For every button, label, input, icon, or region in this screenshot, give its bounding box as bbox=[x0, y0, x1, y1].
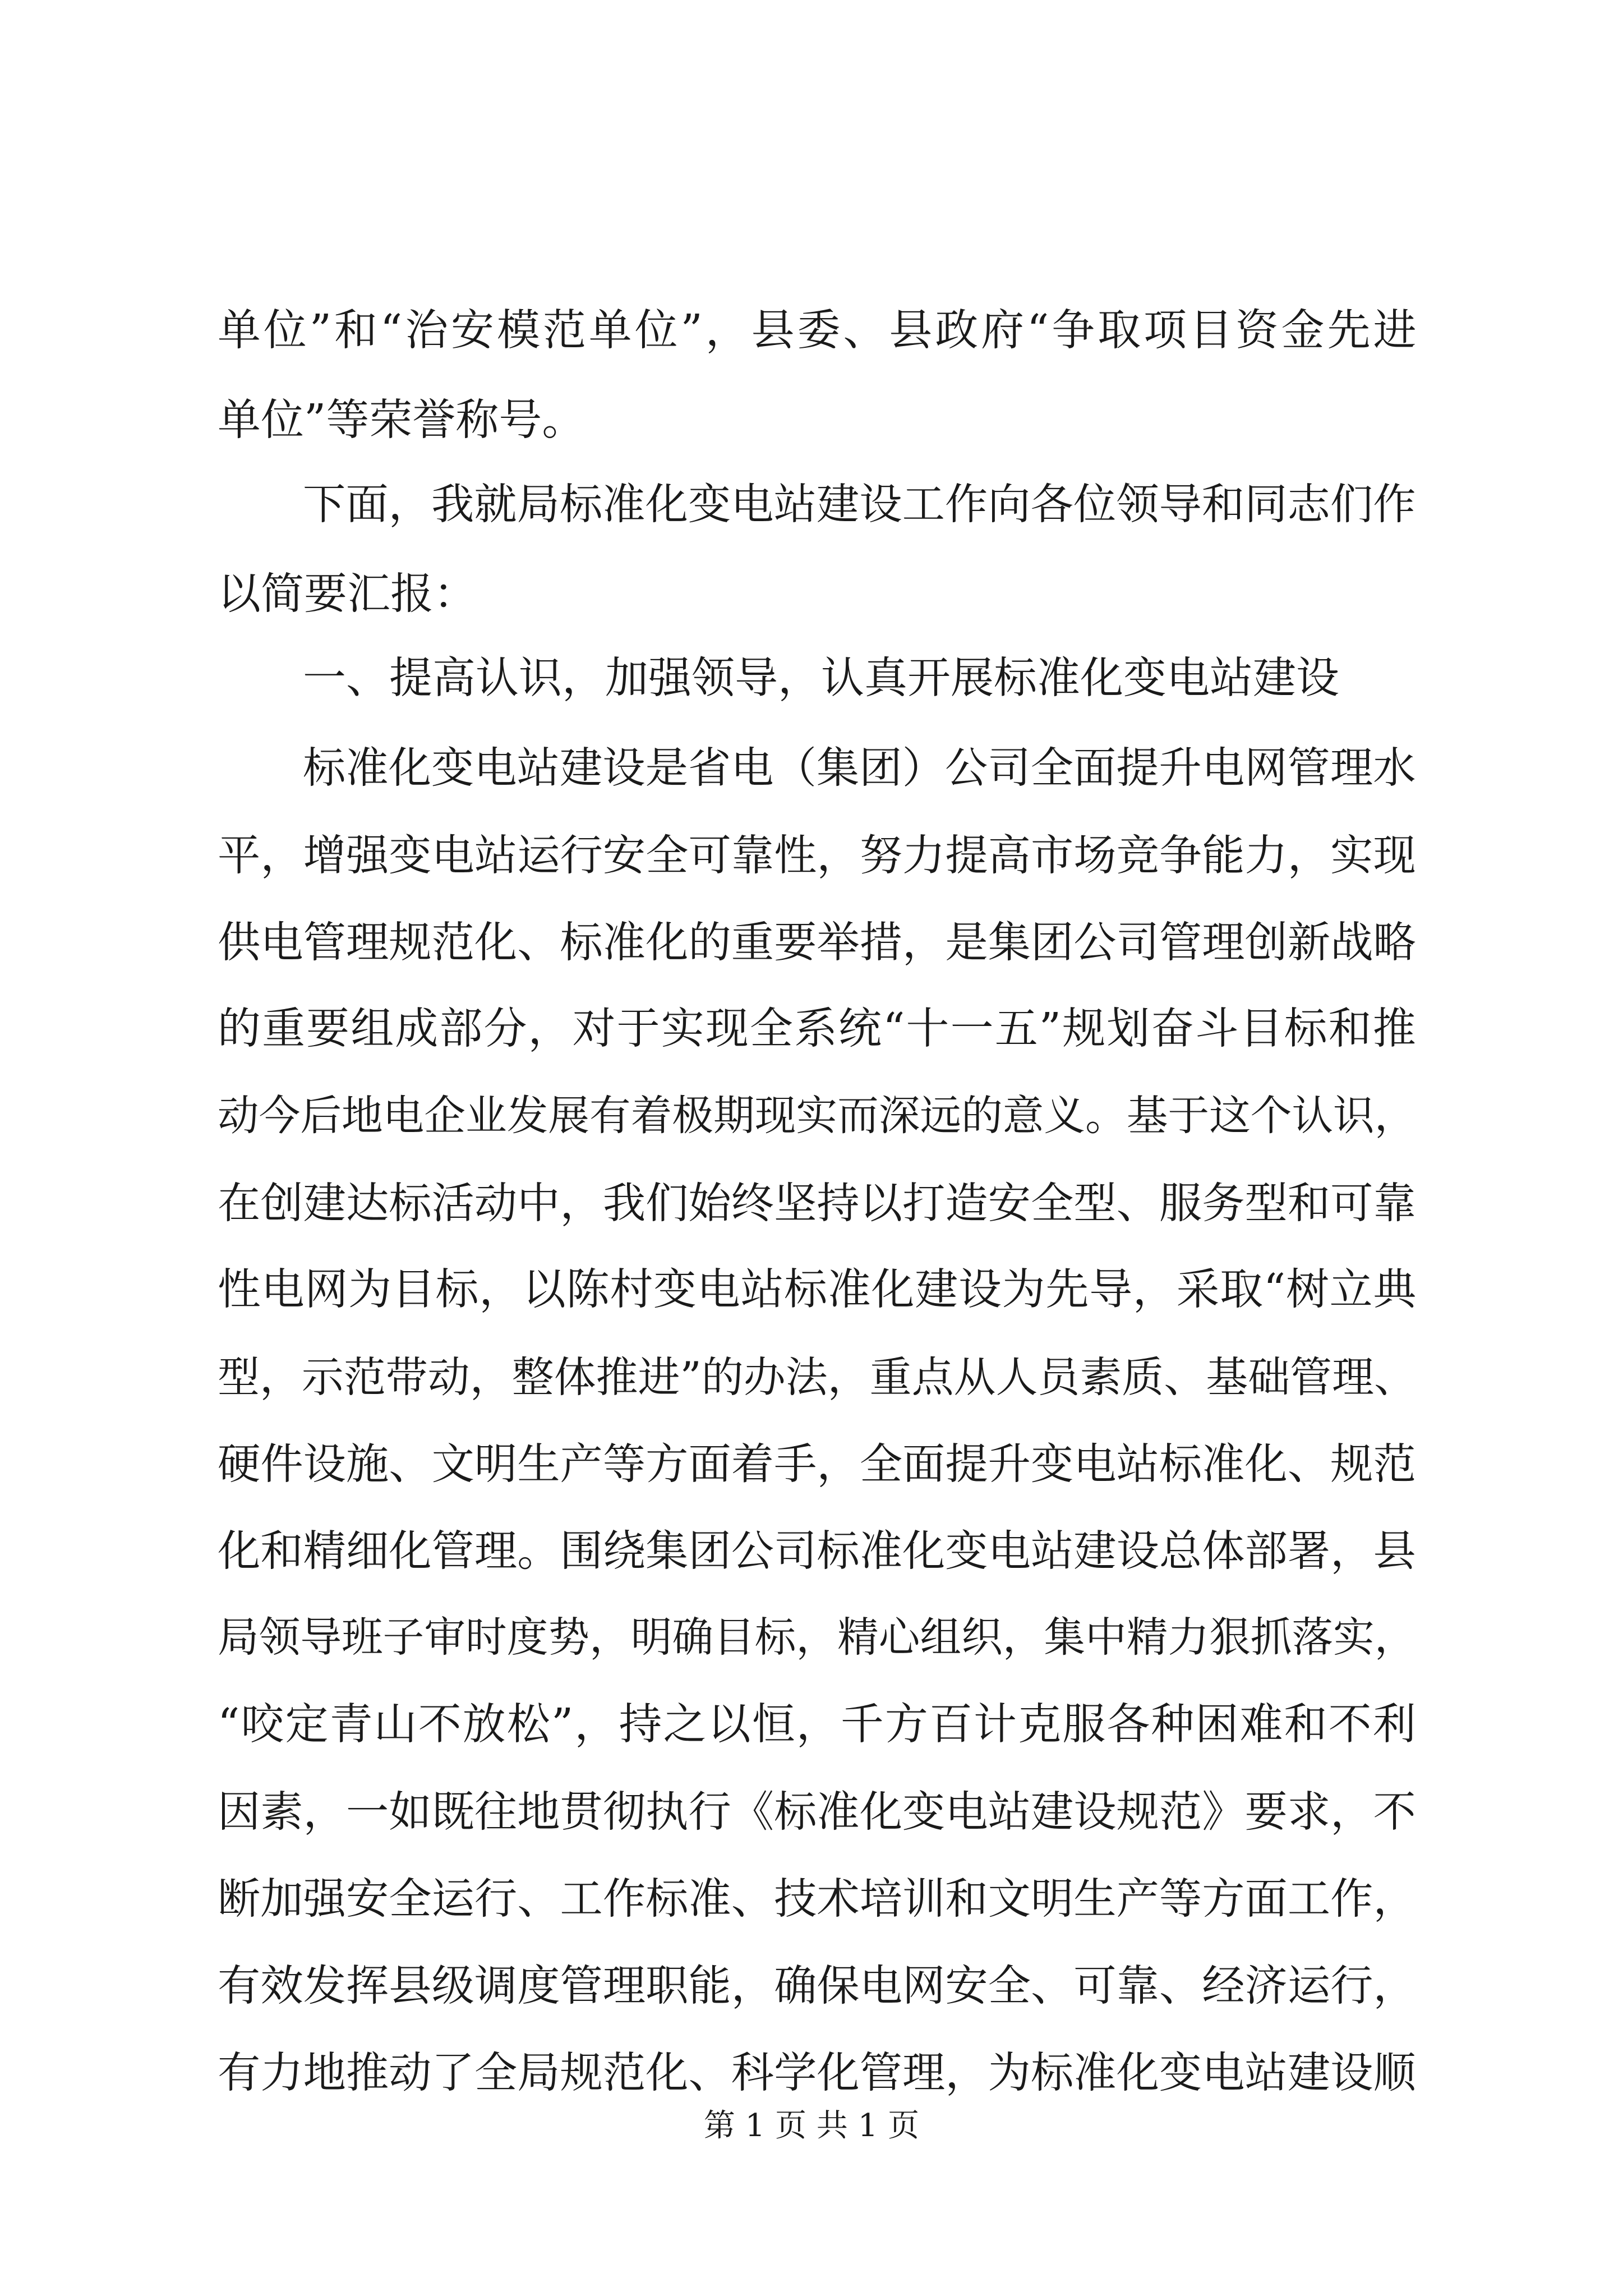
body-text-line: 断加强安全运行、工作标准、技术培训和文明生产等方面工作， bbox=[218, 1874, 1416, 1924]
body-text-line: 以简要汇报： bbox=[218, 569, 477, 619]
body-text-line: 的重要组成部分，对于实现全系统“十一五”规划奋斗目标和推 bbox=[218, 1004, 1417, 1054]
body-text-line: 在创建达标活动中，我们始终坚持以打造安全型、服务型和可靠 bbox=[218, 1178, 1416, 1228]
body-text-line: 平，增强变电站运行安全可靠性，努力提高市场竞争能力，实现 bbox=[218, 830, 1416, 880]
body-text-line: 性电网为目标，以陈村变电站标准化建设为先导，采取“树立典 bbox=[218, 1265, 1417, 1315]
body-text-line: 动今后地电企业发展有着极期现实而深远的意义。基于这个认识， bbox=[218, 1092, 1416, 1140]
body-text-line: 硬件设施、文明生产等方面着手，全面提升变电站标准化、规范 bbox=[218, 1439, 1416, 1489]
body-text-line: 化和精细化管理。围绕集团公司标准化变电站建设总体部署，县 bbox=[218, 1526, 1416, 1576]
body-text-line: 下面，我就局标准化变电站建设工作向各位领导和同志们作 bbox=[303, 480, 1416, 530]
body-text-line: “咬定青山不放松”，持之以恒，千方百计克服各种困难和不利 bbox=[218, 1700, 1417, 1750]
body-text-line: 因素，一如既往地贯彻执行《标准化变电站建设规范》要求，不 bbox=[218, 1787, 1416, 1837]
body-text-line: 供电管理规范化、标准化的重要举措，是集团公司管理创新战略 bbox=[218, 917, 1416, 967]
body-text-line: 型，示范带动，整体推进”的办法，重点从人员素质、基础管理、 bbox=[218, 1352, 1417, 1402]
body-text-line: 单位”和“治安模范单位”，县委、县政府“争取项目资金先进 bbox=[218, 306, 1419, 356]
body-text-line: 单位”等荣誉称号。 bbox=[218, 395, 585, 445]
body-text-line: 有效发挥县级调度管理职能，确保电网安全、可靠、经济运行， bbox=[218, 1961, 1416, 2010]
page-number-footer: 第 1 页 共 1 页 bbox=[703, 2108, 920, 2144]
body-text-line: 有力地推动了全局规范化、科学化管理，为标准化变电站建设顺 bbox=[218, 2047, 1416, 2097]
body-text-line: 局领导班子审时度势，明确目标，精心组织，集中精力狠抓落实， bbox=[218, 1614, 1416, 1662]
body-text-line: 标准化变电站建设是省电（集团）公司全面提升电网管理水 bbox=[303, 743, 1416, 793]
section-heading: 一、提高认识，加强领导，认真开展标准化变电站建设 bbox=[303, 654, 1339, 703]
